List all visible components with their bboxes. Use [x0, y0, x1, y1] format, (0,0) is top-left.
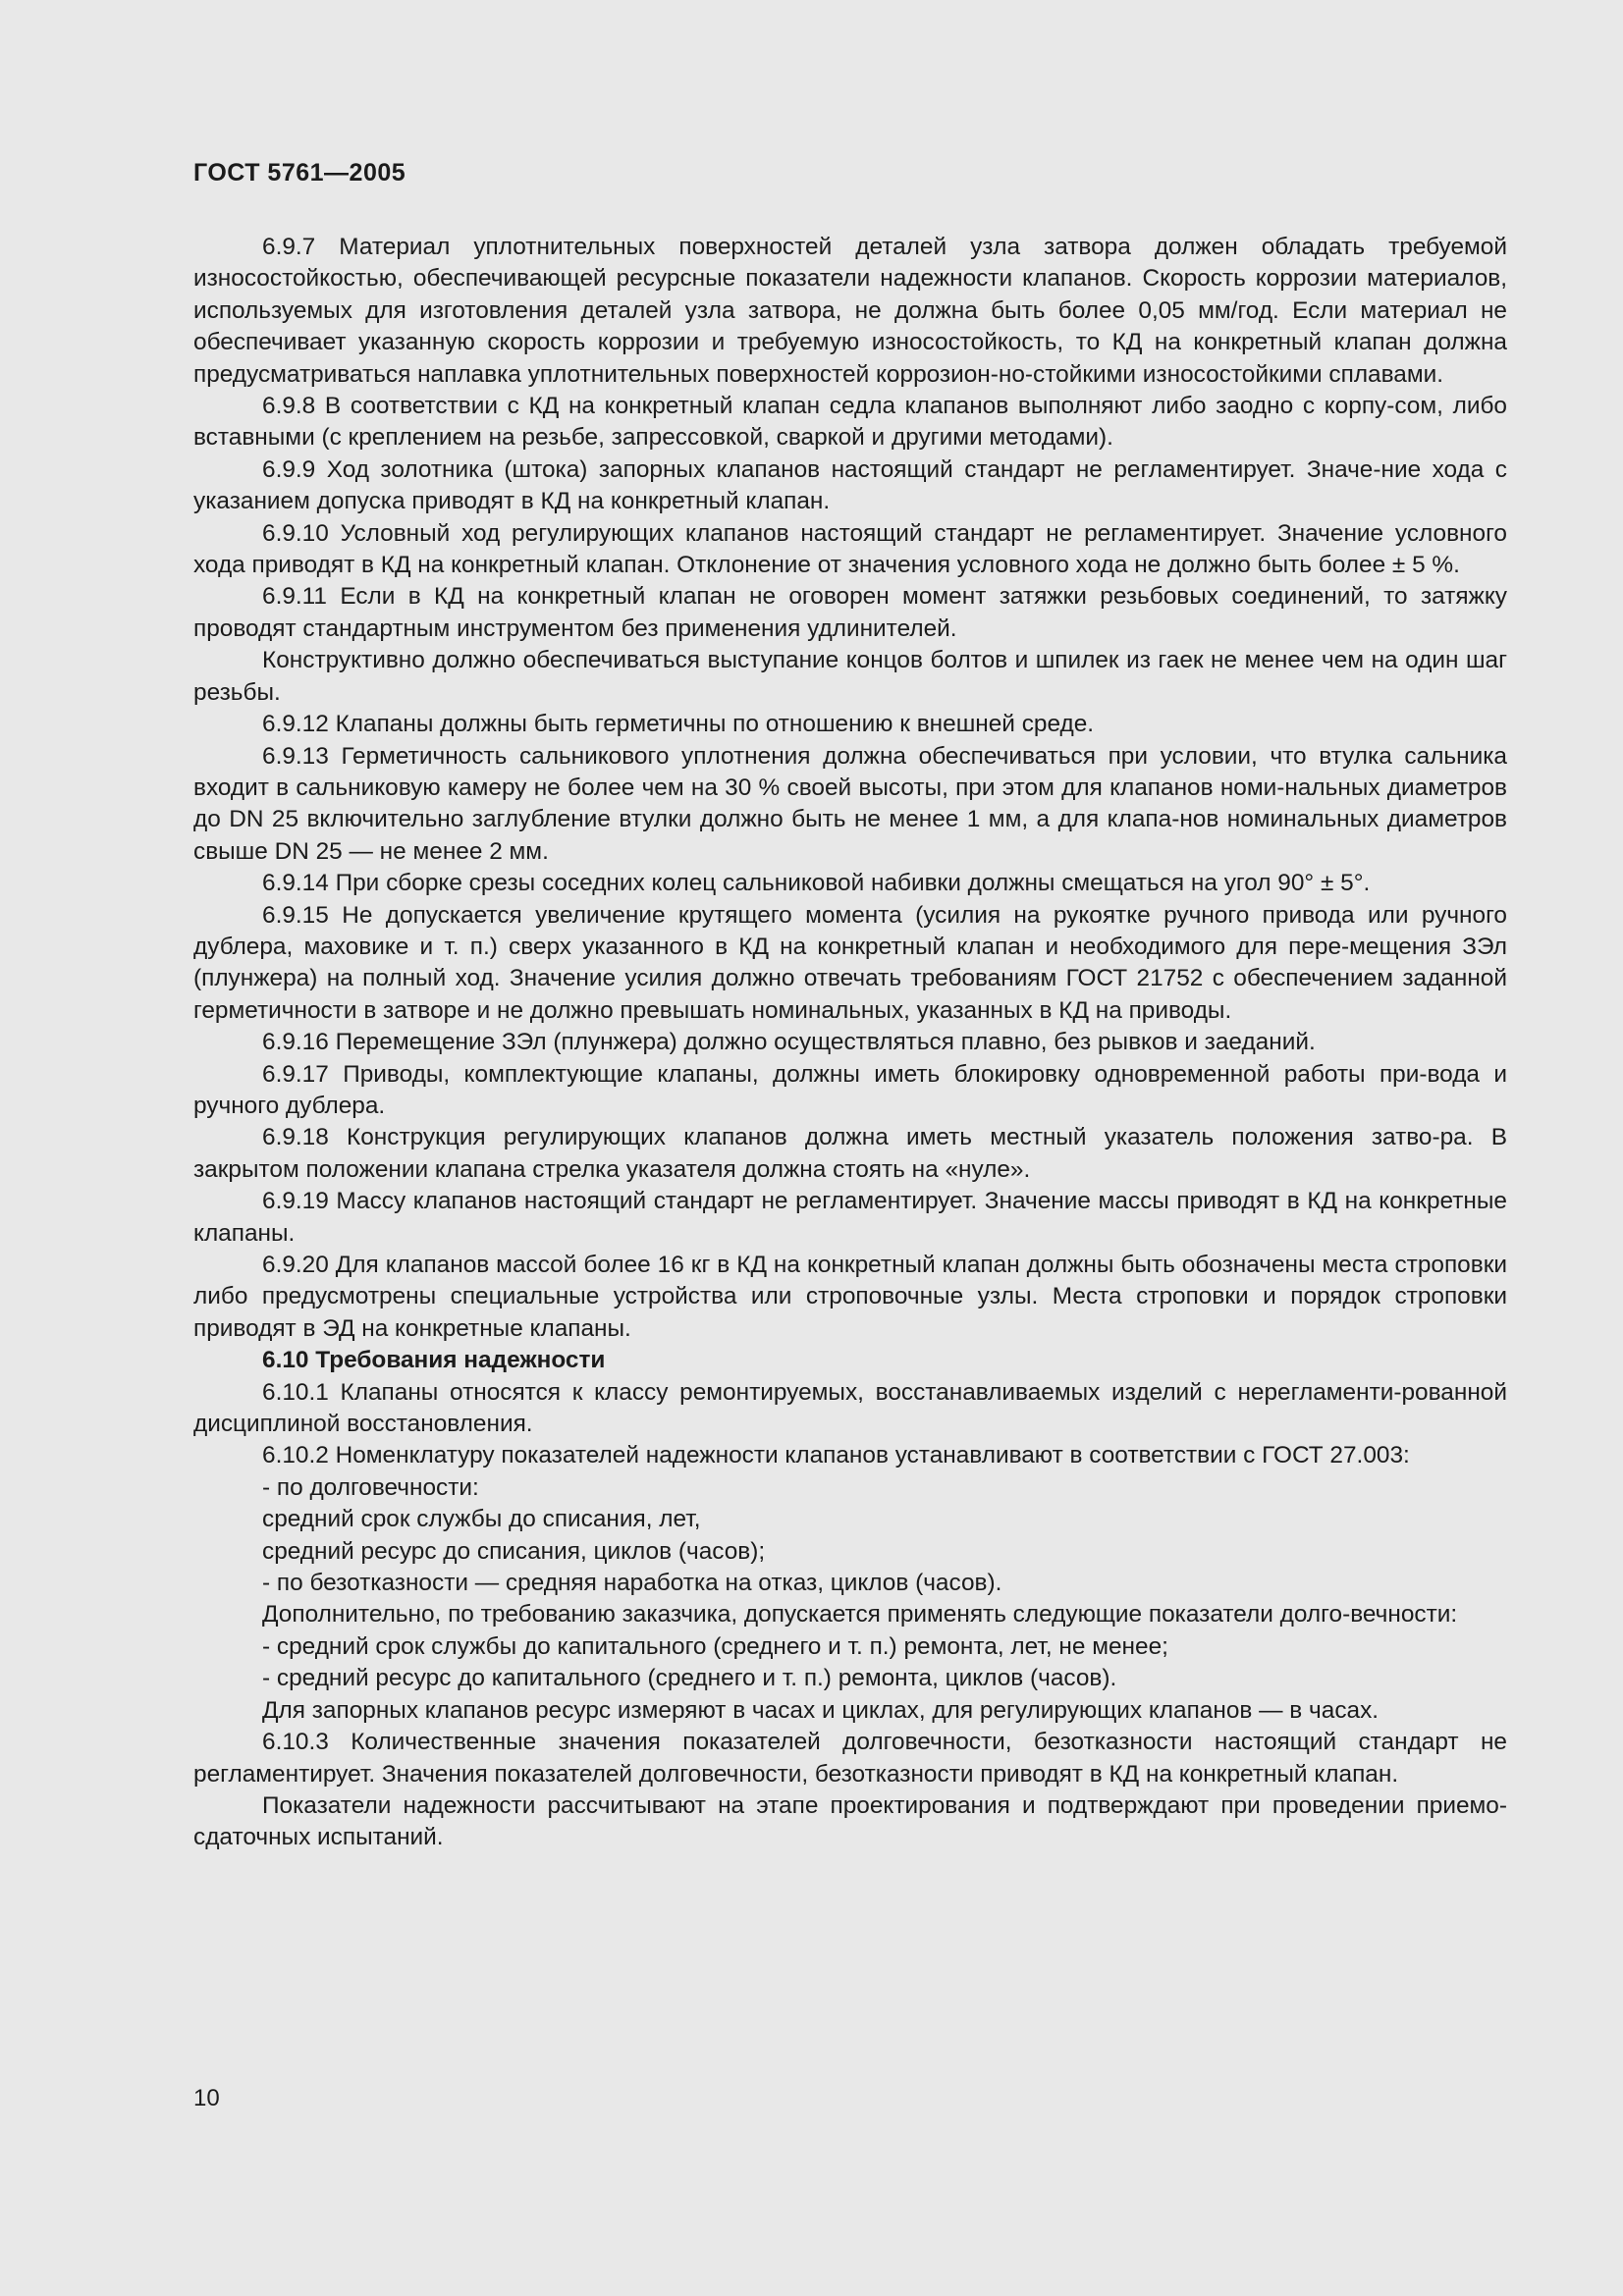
page-number: 10: [193, 2085, 220, 2111]
document-header: ГОСТ 5761—2005: [193, 159, 406, 187]
list-item: - средний срок службы до капитального (среднего и т. п.) ремонта, лет, не менее;: [262, 1632, 1168, 1660]
paragraph: 6.9.17 Приводы, комплектующие клапаны, должны иметь блокировку одновременной работы при-вода и ручного дублера.: [193, 1060, 1507, 1119]
list-item: средний срок службы до списания, лет,: [262, 1506, 701, 1533]
document-body: [193, 232, 1507, 1854]
paragraph: 6.9.16 Перемещение ЗЭл (плунжера) должно осуществляться плавно, без рывков и заеданий.: [262, 1029, 1316, 1056]
paragraph: 6.9.19 Массу клапанов настоящий стандарт не регламентирует. Значение массы приводят в КД на конкретные клапаны.: [193, 1188, 1507, 1247]
list-item: - средний ресурс до капитального (среднего и т. п.) ремонта, циклов (часов).: [262, 1665, 1117, 1692]
paragraph: 6.9.12 Клапаны должны быть герметичны по отношению к внешней среде.: [262, 711, 1095, 738]
paragraph: Дополнительно, по требованию заказчика, допускается применять следующие показатели долго-вечности:: [262, 1601, 1458, 1629]
section-heading: 6.10 Требования надежности: [262, 1347, 606, 1374]
paragraph: 6.9.11 Если в КД на конкретный клапан не оговорен момент затяжки резьбовых соединений, то затяжку проводят стандартным инструментом без применения удлинителей.: [193, 583, 1507, 642]
paragraph: 6.9.8 В соответствии с КД на конкретный клапан седла клапанов выполняют либо заодно с корпу-сом, либо вставными (с креплением на резьбе, запрессовкой, сваркой и другими методами).: [193, 393, 1507, 452]
paragraph: Для запорных клапанов ресурс измеряют в часах и циклах, для регулирующих клапанов — в часах.: [262, 1696, 1380, 1724]
paragraph: 6.9.10 Условный ход регулирующих клапанов настоящий стандарт не регламентирует. Значение условного хода приводят в КД на конкретный клапан. Отклонение от значения условного хода не должно быть более ± 5 %.: [193, 519, 1507, 579]
paragraph: 6.9.7 Материал уплотнительных поверхностей деталей узла затвора должен обладать требуемой износостойкостью, обеспечивающей ресурсные показатели надежности клапанов. Скорость коррозии материалов, используемых для изготовления деталей узла затвора, не должна быть более 0,05 мм/год. Если материал не обеспечивает указанную скорость коррозии и требуемую износостойкость, то КД на конкретный клапан должна предусматриваться наплавка уплотнительных поверхностей коррозион-но-стойкими износостойкими сплавами.: [193, 234, 1507, 388]
paragraph: 6.10.3 Количественные значения показателей долговечности, безотказности настоящий стандарт не регламентирует. Значения показателей долговечности, безотказности приводят в КД на конкретный клапан.: [193, 1729, 1507, 1788]
paragraph: 6.9.15 Не допускается увеличение крутящего момента (усилия на рукоятке ручного привода или ручного дублера, маховике и т. п.) сверх указанного в КД на конкретный клапан и необходимого для пере-мещения ЗЭл (плунжера) на полный ход. Значение усилия должно отвечать требованиям ГОСТ 21752 с обеспечением заданной герметичности в затворе и не должно превышать номинальных, указанных в КД на приводы.: [193, 901, 1507, 1024]
paragraph: 6.10.1 Клапаны относятся к классу ремонтируемых, восстанавливаемых изделий с нерегламенти-рованной дисциплиной восстановления.: [193, 1378, 1507, 1438]
paragraph: 6.9.20 Для клапанов массой более 16 кг в КД на конкретный клапан должны быть обозначены места строповки либо предусмотрены специальные устройства или строповочные узлы. Места строповки и порядок строповки приводят в ЭД на конкретные клапаны.: [193, 1252, 1507, 1342]
paragraph: 6.9.9 Ход золотника (штока) запорных клапанов настоящий стандарт не регламентирует. Значе-ние хода с указанием допуска приводят в КД на конкретный клапан.: [193, 455, 1507, 515]
paragraph: 6.9.18 Конструкция регулирующих клапанов должна иметь местный указатель положения затво-ра. В закрытом положении клапана стрелка указателя должна стоять на «нуле».: [193, 1124, 1507, 1183]
paragraph: Конструктивно должно обеспечиваться выступание концов болтов и шпилек из гаек не менее чем на один шаг резьбы.: [193, 647, 1507, 706]
list-item: средний ресурс до списания, циклов (часов);: [262, 1537, 766, 1565]
paragraph: 6.10.2 Номенклатуру показателей надежности клапанов устанавливают в соответствии с ГОСТ 27.003:: [262, 1442, 1410, 1469]
paragraph: Показатели надежности рассчитывают на этапе проектирования и подтверждают при проведении приемо-сдаточных испытаний.: [193, 1791, 1507, 1851]
paragraph: 6.9.13 Герметичность сальникового уплотнения должна обеспечиваться при условии, что втулка сальника входит в сальниковую камеру не более чем на 30 % своей высоты, при этом для клапанов номи-нальных диаметров до DN 25 включительно заглубление втулки должно быть не менее 1 мм, а для клапа-нов номинальных диаметров свыше DN 25 — не менее 2 мм.: [193, 742, 1507, 865]
paragraph: 6.9.14 При сборке срезы соседних колец сальниковой набивки должны смещаться на угол 90° ± 5°.: [262, 870, 1371, 897]
list-item: - по безотказности — средняя наработка на отказ, циклов (часов).: [262, 1570, 1002, 1597]
list-item: - по долговечности:: [262, 1473, 479, 1501]
